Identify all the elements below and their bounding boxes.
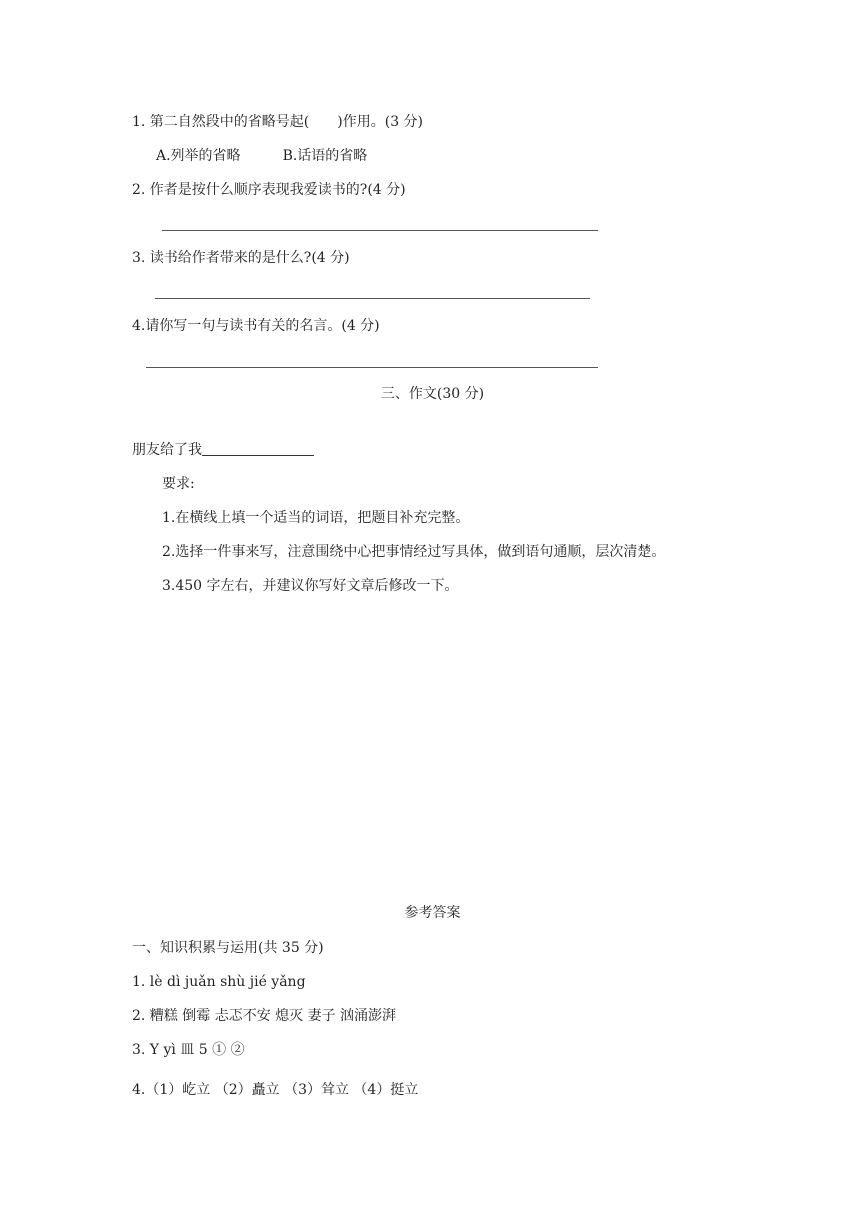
answer-item-3: 3. Y yì 皿 5 ① ② — [132, 1042, 245, 1058]
answer-line-3 — [155, 298, 590, 299]
answer-line-4 — [146, 367, 598, 368]
requirement-2: 2.选择一件事来写，注意围绕中心把事情经过写具体，做到语句通顺，层次清楚。 — [162, 544, 666, 560]
option-a: A.列举的省略 — [156, 148, 241, 164]
question-3: 3. 读书给作者带来的是什么?(4 分) — [132, 250, 350, 266]
composition-heading: 三、作文(30 分) — [380, 386, 485, 402]
requirements-label: 要求: — [162, 476, 195, 492]
composition-title-text: 朋友给了我 — [132, 442, 202, 458]
answer-line-2 — [162, 230, 598, 231]
question-2: 2. 作者是按什么顺序表现我爱读书的?(4 分) — [132, 182, 406, 198]
question-4: 4.请你写一句与读书有关的名言。(4 分) — [132, 318, 380, 334]
answer-item-4: 4.（1）屹立 （2）矗立 （3）耸立 （4）挺立 — [132, 1082, 419, 1098]
title-blank — [202, 441, 314, 456]
option-b: B.话语的省略 — [282, 148, 368, 164]
answer-item-2: 2. 糟糕 倒霉 忐忑不安 熄灭 妻子 汹涌澎湃 — [132, 1008, 397, 1024]
answer-item-1: 1. lè dì juǎn shù jié yǎng — [132, 974, 306, 990]
question-1: 1. 第二自然段中的省略号起( )作用。(3 分) — [132, 114, 424, 130]
composition-title — [132, 440, 314, 460]
requirement-3: 3.450 字左右，并建议你写好文章后修改一下。 — [162, 578, 459, 594]
question-1-options — [156, 146, 367, 166]
answers-heading: 参考答案 — [404, 905, 461, 921]
answers-section-1: 一、知识积累与运用(共 35 分) — [132, 940, 324, 956]
requirement-1: 1.在横线上填一个适当的词语，把题目补充完整。 — [162, 510, 470, 526]
